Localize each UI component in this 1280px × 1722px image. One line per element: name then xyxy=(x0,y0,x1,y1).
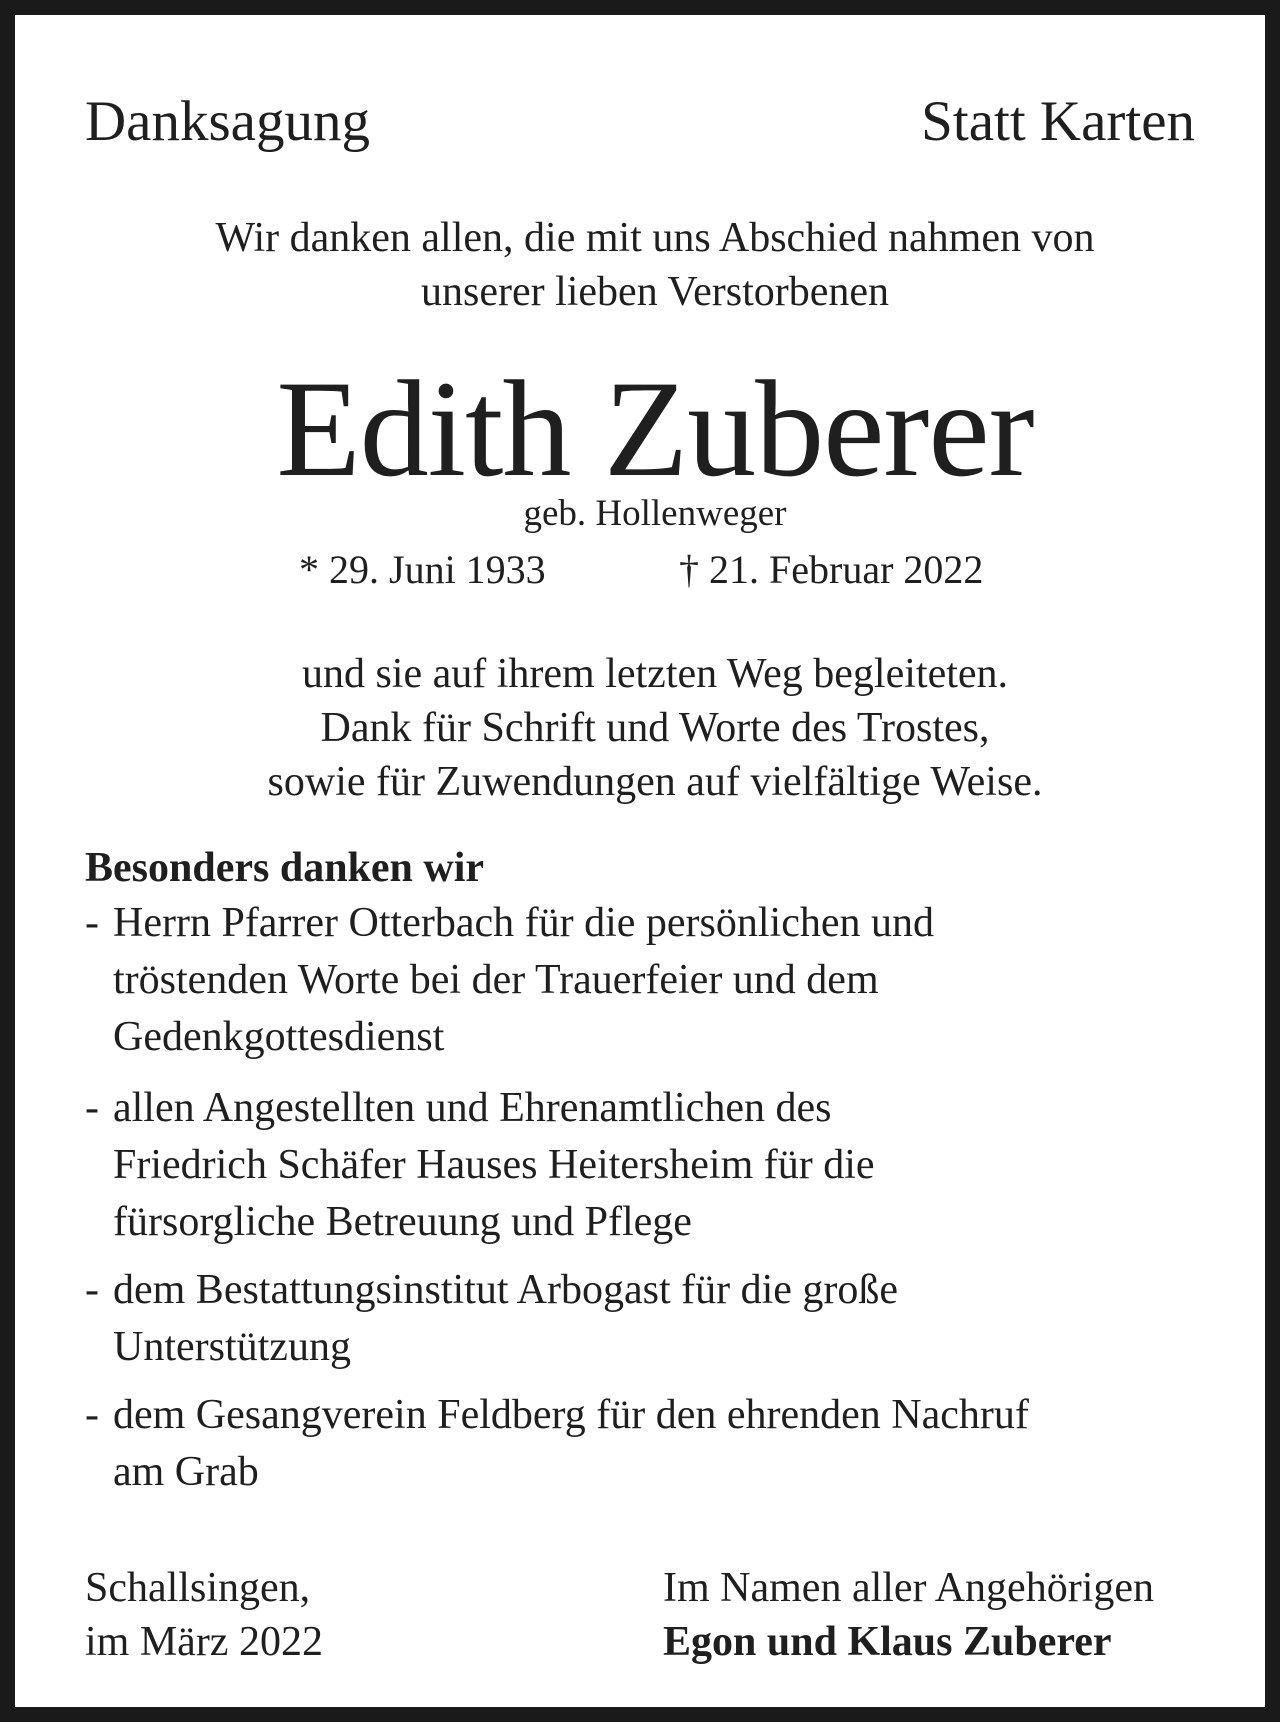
thanks-list-item xyxy=(85,895,1215,1066)
footer-date: im März 2022 xyxy=(85,1619,323,1665)
birth-name: geb. Hollenweger xyxy=(523,493,787,534)
intro-line-1: Wir danken allen, die mit uns Abschied nahmen von xyxy=(215,215,1095,261)
body-line-1: und sie auf ihrem letzten Weg begleiteten. xyxy=(301,651,1009,697)
bullet-dash: - xyxy=(85,1392,99,1438)
signature-intro: Im Namen aller Angehörigen xyxy=(663,1565,1154,1611)
thanks-item-text: Herrn Pfarrer Otterbach für die persönlichen und tröstenden Worte bei der Trauerfeier und dem Gedenkgottesdienst xyxy=(113,900,934,1060)
body-line-3: sowie für Zuwendungen auf vielfältige Weise. xyxy=(267,759,1043,805)
thanks-item-text: dem Bestattungsinstitut Arbogast für die große Unterstützung xyxy=(113,1267,899,1370)
bullet-dash: - xyxy=(85,1085,99,1131)
footer-place: Schallsingen, xyxy=(85,1565,311,1611)
thanks-item-text: allen Angestellten und Ehrenamtlichen des Friedrich Schäfer Hauses Heitersheim für die fürsorgliche Betreuung und Pflege xyxy=(113,1085,875,1245)
thanks-list-item xyxy=(85,1080,1215,1251)
body-line-2: Dank für Schrift und Worte des Trostes, xyxy=(320,705,990,751)
thanks-heading: Besonders danken wir xyxy=(85,845,485,891)
bullet-dash: - xyxy=(85,1267,99,1313)
intro-line-2: unserer lieben Verstorbenen xyxy=(420,269,890,315)
thanks-list-item xyxy=(85,1387,1215,1501)
header-note: Statt Karten xyxy=(921,90,1195,153)
death-date: † 21. Februar 2022 xyxy=(679,547,984,592)
signature-names: Egon und Klaus Zuberer xyxy=(663,1619,1112,1665)
thanks-item-text: dem Gesangverein Feldberg für den ehrenden Nachruf am Grab xyxy=(113,1392,1029,1495)
deceased-name: Edith Zuberer xyxy=(276,352,1034,505)
birth-date: * 29. Juni 1933 xyxy=(299,547,546,592)
thanks-list-item xyxy=(85,1262,1215,1376)
header-title: Danksagung xyxy=(85,90,370,153)
bullet-dash: - xyxy=(85,900,99,946)
